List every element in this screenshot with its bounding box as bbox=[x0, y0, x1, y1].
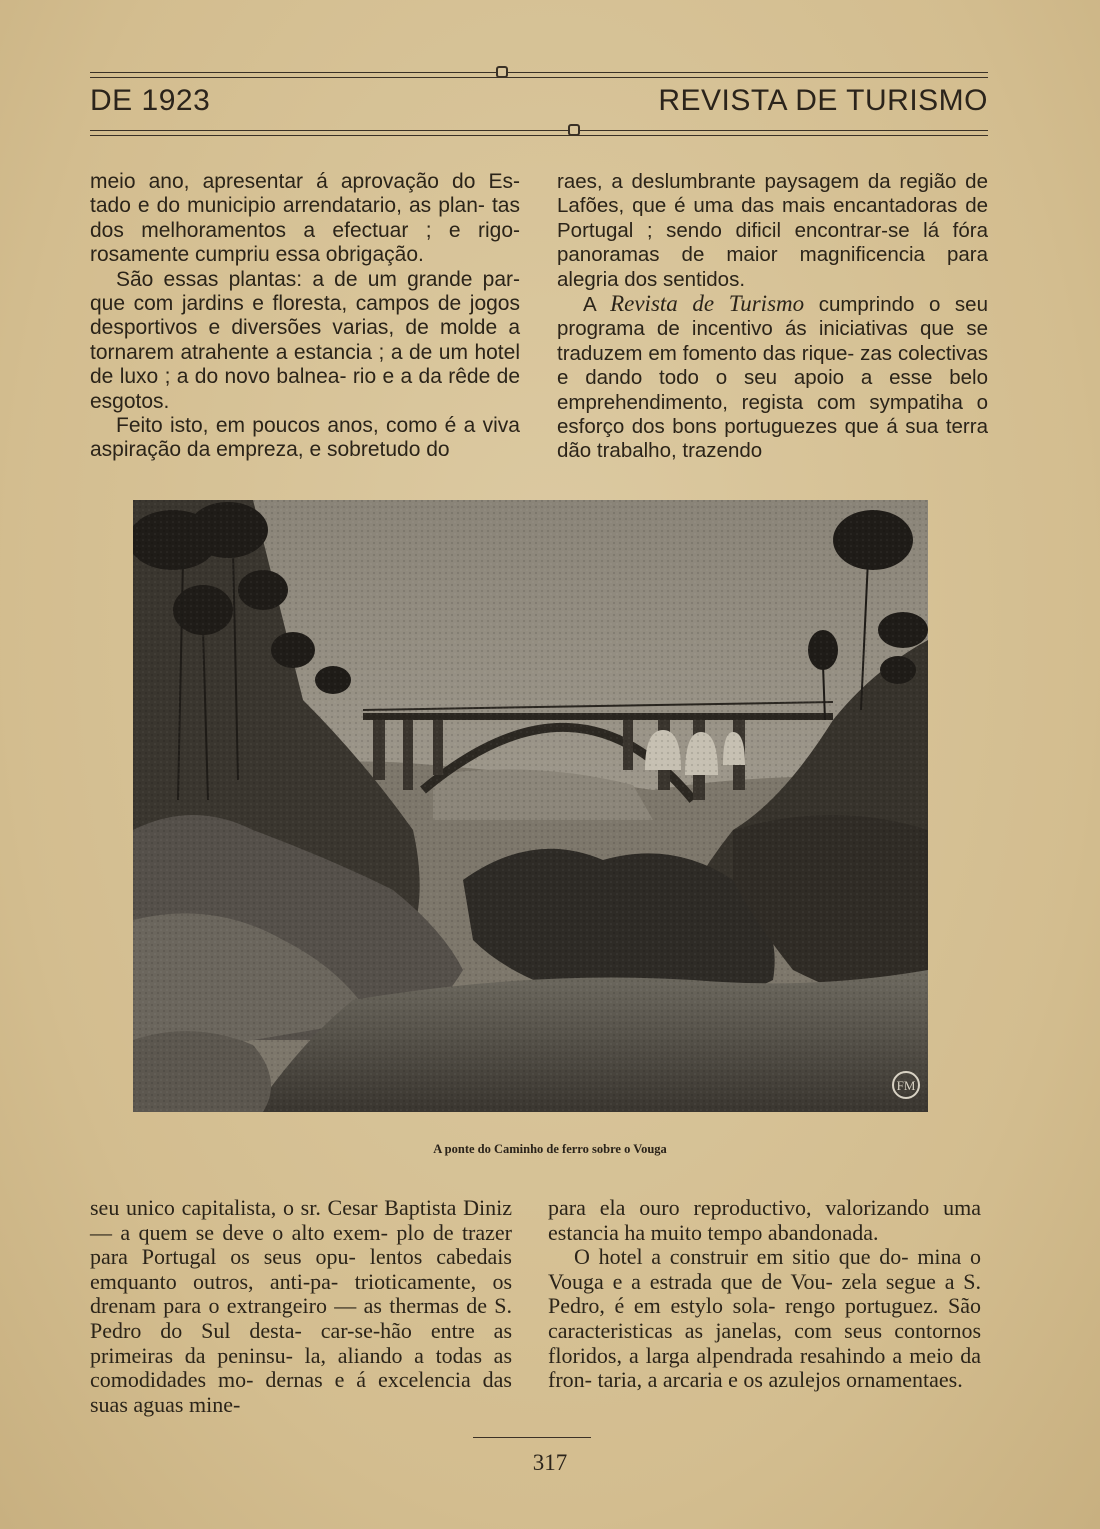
paragraph: meio ano, apresentar á aprovação do Es- tado e do municipio arrendatario, as plan- tas dos melhoramentos a efectuar ; e rigo- rosamente cumpriu essa obrigação. bbox=[90, 170, 520, 267]
svg-text:FM: FM bbox=[896, 1078, 916, 1093]
text-column-top-left bbox=[90, 170, 520, 463]
header-title: REVISTA DE TURISMO bbox=[658, 84, 988, 117]
magazine-name: Revista de Turismo bbox=[610, 291, 805, 317]
rule-ornament-icon bbox=[568, 124, 580, 136]
header-bottom-rule bbox=[90, 130, 988, 137]
paragraph: São essas plantas: a de um grande par- que com jardins e floresta, campos de jogos desportivos e diversões varias, de molde a tornarem atrahente a estancia ; a de um hotel de luxo ; a do novo balnea- rio e a da rêde de esgotos. bbox=[90, 267, 521, 413]
paragraph: seu unico capitalista, o sr. Cesar Baptista Diniz — a quem se deve o alto exem- plo de trazer para Portugal os seus opu- lentos cabedais emquanto outros, anti-pa- trioticamente, os drenam para o extrangeiro — as thermas de S. Pedro do Sul desta- car-se-hão entre as primeiras da peninsu- la, aliando a todas as comodidades mo- dernas e á excelencia das suas aguas mine- bbox=[90, 1195, 513, 1417]
text-column-top-right bbox=[557, 170, 988, 464]
paragraph: Feito isto, em poucos anos, como é a viva aspiração da empreza, e sobretudo do bbox=[90, 414, 520, 462]
header-date: DE 1923 bbox=[90, 84, 211, 117]
paragraph: para ela ouro reproductivo, valorizando uma estancia ha muito tempo abandonada. bbox=[548, 1195, 981, 1245]
header-top-rule bbox=[90, 72, 988, 79]
photo-caption: A ponte do Caminho de ferro sobre o Vouga bbox=[433, 1142, 667, 1156]
paragraph: O hotel a construir em sitio que do- mina o Vouga e a estrada que de Vou- zela segue a S. Pedro, é em estylo sola- rengo portuguez. São caracteristicas as janelas, com seus contornos floridos, a larga alpendrada resahindo a meio da fron- taria, a arcaria e os azulejos ornamentaes. bbox=[548, 1244, 982, 1393]
footer-rule bbox=[473, 1437, 591, 1438]
paragraph: A Revista de Turismo cumprindo o seu programa de incentivo ás iniciativas que se traduzem em fomento das rique- zas colectivas e dando todo o seu apoio a esse belo emprehendimento, regista com sympatiha o esforço dos bons portuguezes que á sua terra dão trabalho, trazendo bbox=[557, 291, 989, 463]
text-column-bottom-left bbox=[90, 1196, 512, 1417]
rule-ornament-icon bbox=[496, 66, 508, 78]
text-column-bottom-right bbox=[548, 1196, 981, 1393]
page-number: 317 bbox=[532, 1450, 568, 1475]
bridge-photograph bbox=[133, 500, 928, 1112]
paragraph: raes, a deslumbrante paysagem da região de Lafões, que é uma das mais encantadoras de Portugal ; sendo dificil encontrar-se lá fóra panoramas de maior magnificencia para alegria dos sentidos. bbox=[557, 170, 988, 291]
